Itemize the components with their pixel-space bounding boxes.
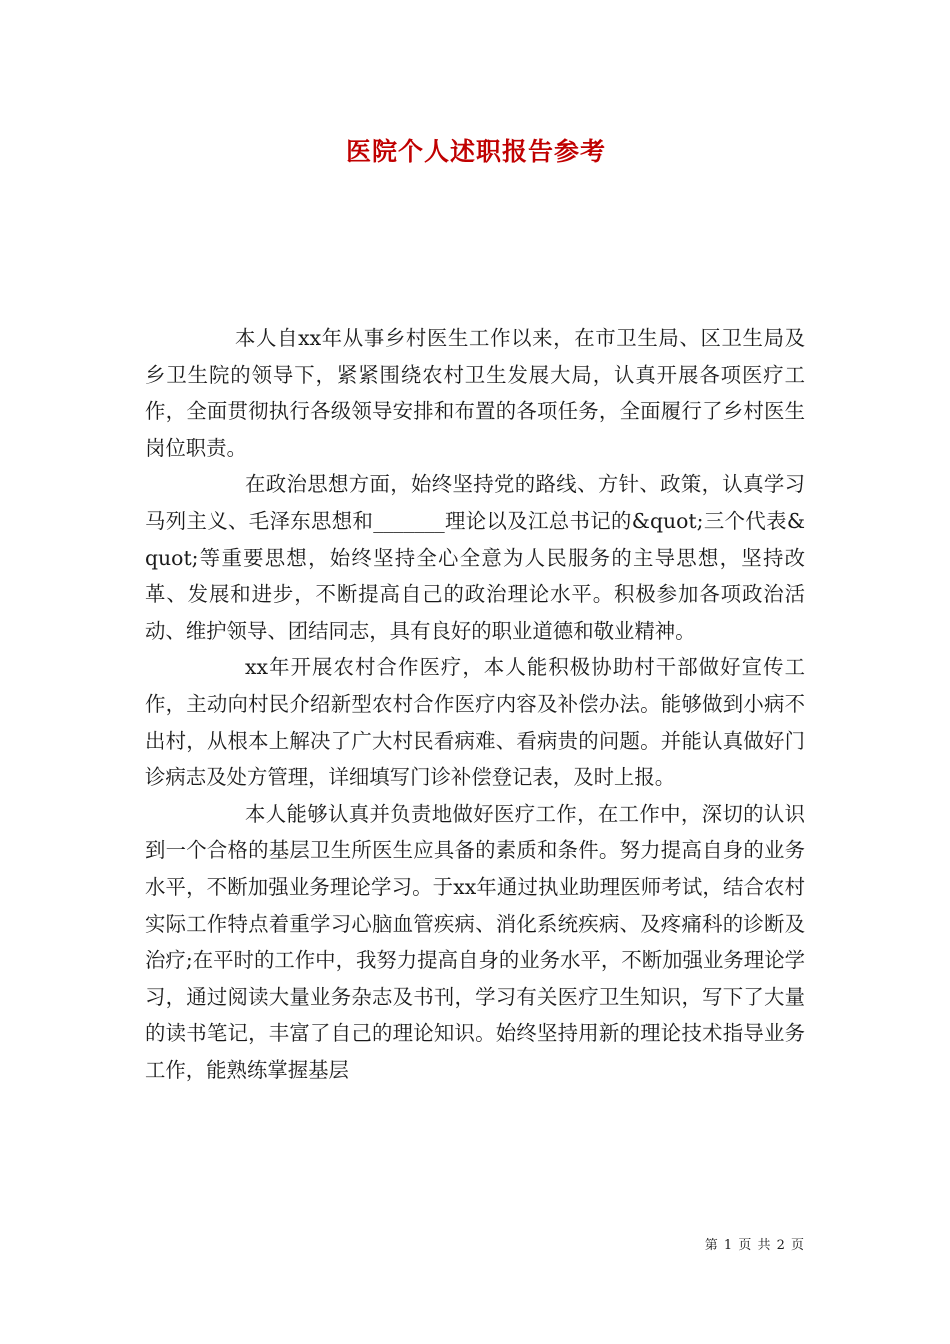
page-number-footer: 第 1 页 共 2 页 [704,1238,805,1253]
paragraph-medical-work: 本人能够认真并负责地做好医疗工作，在工作中，深切的认识到一个合格的基层卫生所医生应具备的素质和条件。努力提高自身的业务水平，不断加强业务理论学习。于xx年通过执业助理医师考试，结合农村实际工作特点着重学习心脑血管疾病、消化系统疾病、及疼痛科的诊断及治疗;在平时的工作中，我努力提高自身的业务水平，不断加强业务理论学习，通过阅读大量业务杂志及书刊，学习有关医疗卫生知识，写下了大量的读书笔记，丰富了自己的理论知识。始终坚持用新的理论技术指导业务工作，能熟练掌握基层 [145,801,805,1082]
document-body [145,320,805,1088]
document-title: 医院个人述职报告参考 [345,137,606,166]
paragraph-cooperative-medical: xx年开展农村合作医疗，本人能积极协助村干部做好宣传工作，主动向村民介绍新型农村合作医疗内容及补偿办法。能够做到小病不出村，从根本上解决了广大村民看病难、看病贵的问题。并能认真做好门诊病志及处方管理，详细填写门诊补偿登记表，及时上报。 [145,655,805,790]
paragraph-intro: 本人自xx年从事乡村医生工作以来，在市卫生局、区卫生局及乡卫生院的领导下，紧紧围绕农村卫生发展大局，认真开展各项医疗工作，全面贯彻执行各级领导安排和布置的各项任务，全面履行了乡村医生岗位职责。 [145,326,805,460]
paragraph-political-thought: 在政治思想方面，始终坚持党的路线、方针、政策，认真学习马列主义、毛泽东思想和_______理论以及江总书记的&quot;三个代表&quot;等重要思想，始终坚持全心全意为人民服务的主导思想，坚持改革、发展和进步，不断提高自己的政治理论水平。积极参加各项政治活动、维护领导、团结同志，具有良好的职业道德和敬业精神。 [145,472,805,643]
